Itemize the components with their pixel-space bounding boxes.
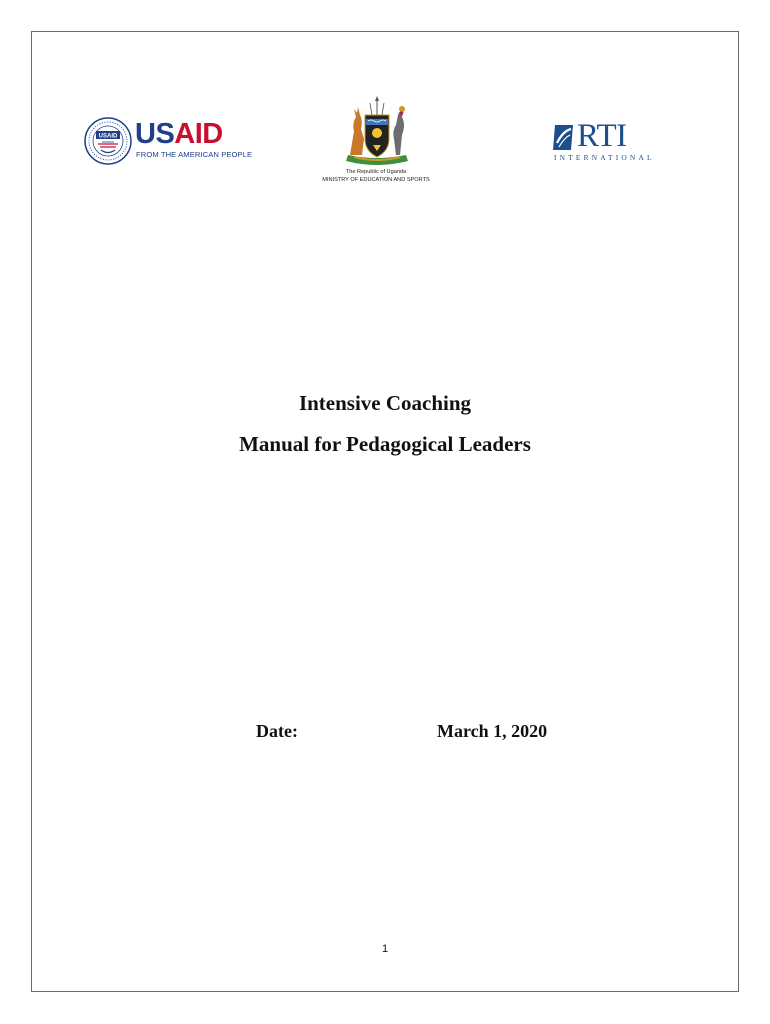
usaid-wordmark-red: AID xyxy=(174,118,223,150)
uganda-caption-ministry: MINISTRY OF EDUCATION AND SPORTS xyxy=(322,177,430,183)
usaid-wordmark-blue: US xyxy=(135,118,175,150)
rti-swoosh-icon xyxy=(553,123,575,152)
rti-tagline: INTERNATIONAL xyxy=(554,153,655,162)
document-title: Intensive Coaching xyxy=(298,391,472,415)
date-label: Date: xyxy=(256,721,298,741)
rti-wordmark: RTI xyxy=(577,118,627,154)
date-value: March 1, 2020 xyxy=(437,721,548,741)
page-number: 1 xyxy=(381,943,389,955)
usaid-logo xyxy=(84,117,253,167)
usaid-wordmark xyxy=(135,119,223,149)
usaid-tagline: FROM THE AMERICAN PEOPLE xyxy=(136,150,253,159)
usaid-seal-icon xyxy=(84,117,132,165)
document-subtitle: Manual for Pedagogical Leaders xyxy=(239,432,531,456)
uganda-coat-of-arms-icon xyxy=(340,95,414,169)
svg-text:USAID: USAID xyxy=(98,133,118,140)
uganda-caption-republic: The Republic of Uganda xyxy=(345,169,407,175)
